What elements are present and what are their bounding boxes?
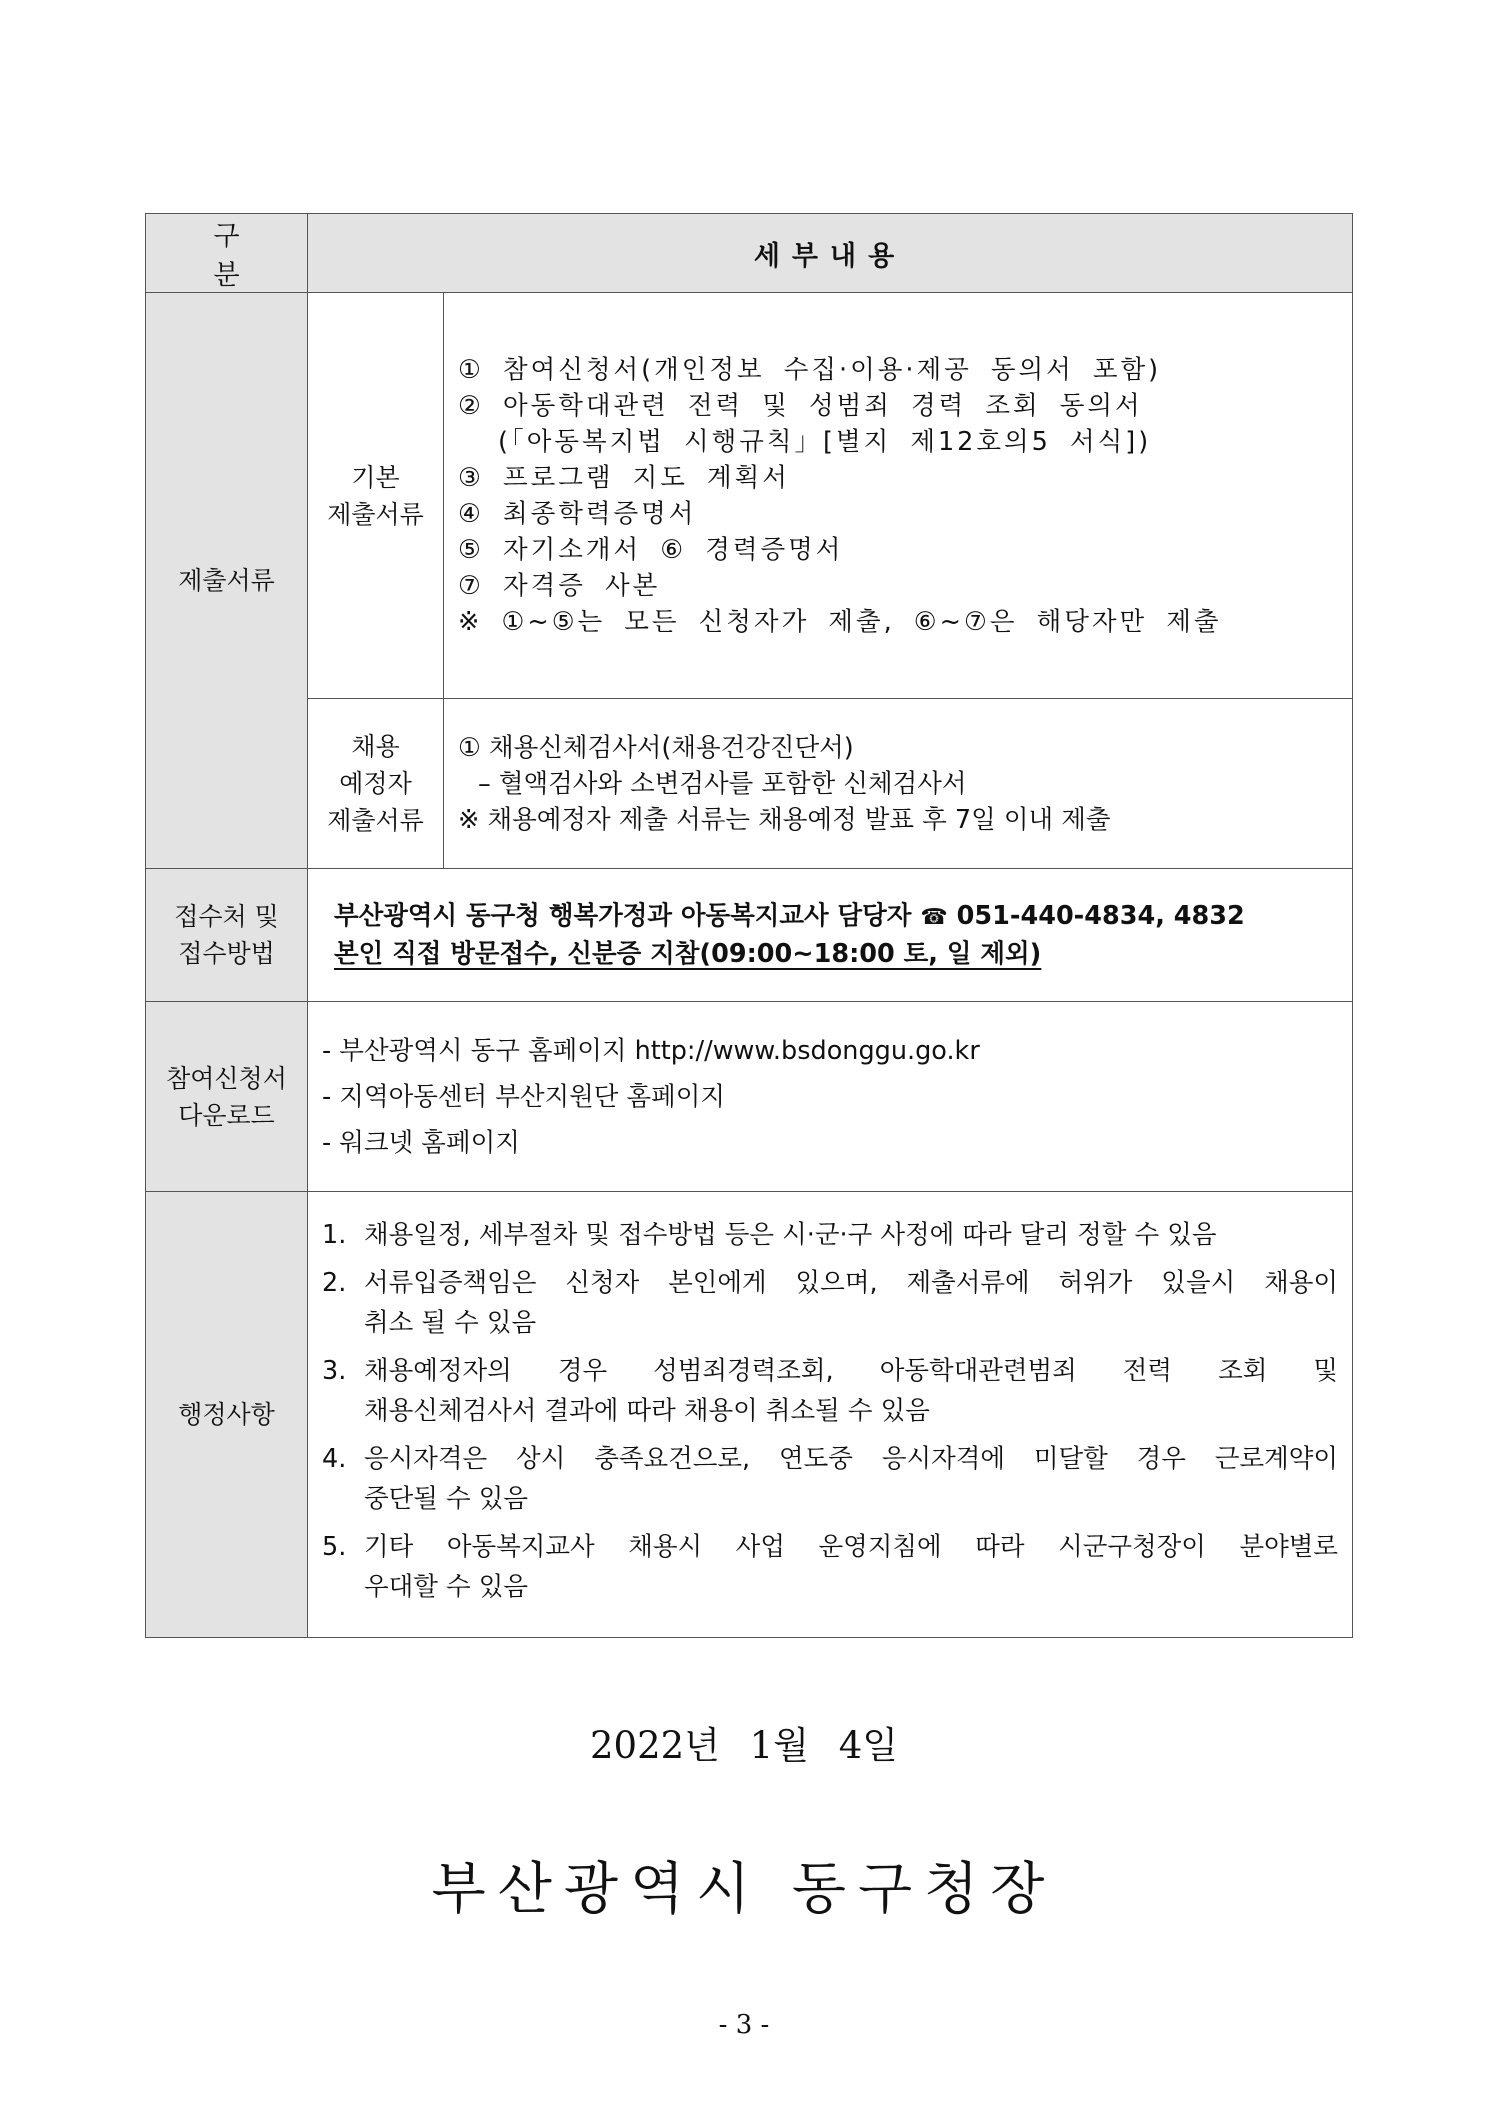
admin-item-number: 1. — [322, 1219, 347, 1250]
announcement-date: 2022년 1월 4일 — [590, 1724, 898, 1767]
download-item-homepage[interactable]: - 부산광역시 동구 홈페이지 http://www.bsdonggu.go.kr — [322, 1035, 980, 1066]
admin-item-text — [364, 1439, 1338, 1519]
reception-phone: 051-440-4834, 4832 — [956, 901, 1245, 931]
basic-documents-content — [444, 293, 1353, 699]
admin-item — [322, 1439, 1338, 1519]
header-category: 구 분 — [146, 214, 308, 293]
phone-icon: ☎ — [920, 905, 948, 930]
download-label — [146, 1002, 308, 1192]
hire-label-line1: 채용 — [351, 732, 400, 761]
hire-label-line3: 제출서류 — [327, 806, 424, 835]
documents-hire-row — [146, 699, 1353, 869]
admin-item — [322, 1215, 1338, 1255]
admin-item-number: 4. — [322, 1443, 347, 1474]
issuer-title: 부산광역시 동구청장 — [431, 1857, 1057, 1922]
download-label-line1: 참여신청서 — [166, 1063, 287, 1093]
admin-item — [322, 1527, 1338, 1607]
hire-item-1-detail: – 혈액검사와 소변검사를 포함한 신체검사서 — [478, 768, 967, 799]
hire-item-1: ① 채용신체검사서(채용건강진단서) — [458, 732, 854, 763]
admin-item-text-first: 응시자격은 상시 충족요건으로, 연도중 응시자격에 미달할 경우 근로계약이 — [364, 1443, 1339, 1474]
hire-label-line2: 예정자 — [339, 769, 412, 798]
hire-documents-content — [444, 699, 1353, 869]
basic-item-1: ① 참여신청서(개인정보 수집·이용·제공 동의서 포함) — [458, 354, 1162, 385]
recruitment-details-table — [145, 213, 1353, 1638]
reception-contact: 부산광역시 동구청 행복가정과 아동복지교사 담당자 — [334, 901, 912, 931]
admin-item-text-rest: 중단될 수 있음 — [364, 1483, 529, 1514]
basic-item-2-form: (「아동복지법 시행규칙」[별지 제12호의5 서식]) — [498, 426, 1152, 457]
admin-item-text-first: 채용예정자의 경우 성범죄경력조회, 아동학대관련범죄 전력 조회 및 — [364, 1355, 1339, 1386]
basic-item-5-6: ⑤ 자기소개서 ⑥ 경력증명서 — [458, 534, 844, 565]
admin-item-number: 5. — [322, 1531, 347, 1562]
admin-item-text — [364, 1527, 1338, 1607]
reception-label — [146, 869, 308, 1002]
admin-item-text-first: 서류입증책임은 신청자 본인에게 있으며, 제출서류에 허위가 있을시 채용이 — [364, 1267, 1339, 1298]
admin-item-text-first: 채용일정, 세부절차 및 접수방법 등은 시·군·구 사정에 따라 달리 정할 수 있음 — [364, 1219, 1217, 1250]
admin-item-text-first: 기타 아동복지교사 채용시 사업 운영지침에 따라 시군구청장이 분야별로 — [364, 1531, 1339, 1562]
page-number: - 3 - — [718, 2010, 770, 2040]
basic-label-line2: 제출서류 — [327, 499, 424, 529]
basic-item-2: ② 아동학대관련 전력 및 성범죄 경력 조회 동의서 — [458, 390, 1143, 421]
download-row — [146, 1002, 1353, 1192]
reception-label-line1: 접수처 및 — [174, 902, 279, 931]
header-details: 세부내용 — [308, 214, 1353, 293]
admin-content — [308, 1192, 1353, 1638]
basic-documents-label — [308, 293, 444, 699]
download-label-line2: 다운로드 — [178, 1100, 275, 1130]
reception-label-line2: 접수방법 — [178, 939, 275, 968]
admin-item-text — [364, 1351, 1338, 1431]
admin-item — [322, 1263, 1338, 1343]
admin-item-text-rest: 우대할 수 있음 — [364, 1571, 529, 1602]
reception-line1 — [334, 898, 1338, 936]
basic-note: ※ ①~⑤는 모든 신청자가 제출, ⑥~⑦은 해당자만 제출 — [458, 606, 1222, 637]
documents-label: 제출서류 — [146, 293, 308, 869]
admin-item-number: 2. — [322, 1267, 347, 1298]
download-item-support-center: - 지역아동센터 부산지원단 홈페이지 — [322, 1081, 726, 1112]
admin-item-number: 3. — [322, 1355, 347, 1386]
reception-method: 본인 직접 방문접수, 신분증 지참(09:00~18:00 토, 일 제외) — [334, 939, 1042, 969]
documents-basic-row — [146, 293, 1353, 699]
admin-item-text — [364, 1215, 1338, 1255]
admin-item — [322, 1351, 1338, 1431]
basic-label-line1: 기본 — [351, 462, 400, 492]
admin-item-text-rest: 채용신체검사서 결과에 따라 채용이 취소될 수 있음 — [364, 1395, 930, 1426]
basic-item-3: ③ 프로그램 지도 계획서 — [458, 462, 790, 493]
download-content — [308, 1002, 1353, 1192]
basic-item-4: ④ 최종학력증명서 — [458, 498, 697, 529]
hire-documents-label — [308, 699, 444, 869]
admin-item-text-rest: 취소 될 수 있음 — [364, 1307, 537, 1338]
table-header-row — [146, 214, 1353, 293]
admin-item-text — [364, 1263, 1338, 1343]
reception-content — [308, 869, 1353, 1002]
download-item-worknet: - 워크넷 홈페이지 — [322, 1127, 520, 1158]
hire-note: ※ 채용예정자 제출 서류는 채용예정 발표 후 7일 이내 제출 — [458, 804, 1111, 835]
admin-row — [146, 1192, 1353, 1638]
reception-row — [146, 869, 1353, 1002]
admin-label: 행정사항 — [146, 1192, 308, 1638]
basic-item-7: ⑦ 자격증 사본 — [458, 570, 661, 601]
